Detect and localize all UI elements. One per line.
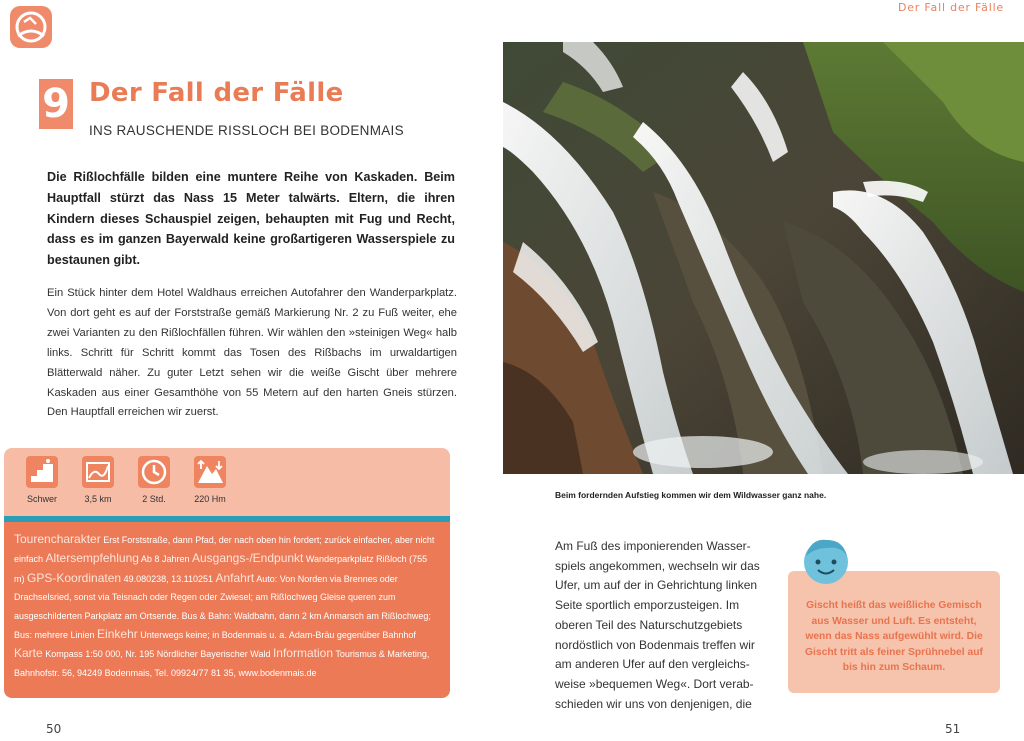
- info-key-altersempfehlung: Altersempfehlung: [45, 551, 139, 566]
- stat-difficulty: [14, 456, 70, 504]
- info-value-karte: Kompass 1:50 000, Nr. 195 Nördlicher Bayerischer Wald: [42, 649, 273, 660]
- photo-caption: Beim fordernden Aufstieg kommen wir dem Wildwasser ganz nahe.: [555, 490, 827, 500]
- tip-text: Gischt heißt das weißliche Gemisch aus Wasser und Luft. Es entsteht, wenn das Nass aufgewühlt wird. Die Gischt tritt als feiner Sprühnebel auf bis hin zum Schaum.: [805, 600, 983, 673]
- running-header: Der Fall der Fälle: [897, 1, 1004, 14]
- info-value-gps: 49.080238, 13.110251: [121, 573, 216, 584]
- stat-duration: [126, 456, 182, 504]
- body-line: Am Fuß des imponierenden Wasser-: [555, 539, 751, 553]
- chapter-title: Der Fall der Fälle: [89, 78, 344, 108]
- info-value-ausgangspunkt: Wanderparkplatz Rißloch (755 m): [14, 554, 428, 584]
- body-line: Seite sportlich emporzusteigen. Im: [555, 598, 740, 613]
- waterfall-photo: [503, 42, 1024, 474]
- clock-icon: [138, 456, 170, 488]
- info-key-gps: GPS-Koordinaten: [27, 570, 122, 585]
- chapter-number: 9: [39, 79, 73, 129]
- body-line: spiels angekommen, wechseln wir das: [555, 558, 760, 573]
- info-key-information: Information: [272, 646, 333, 661]
- elevation-icon: [194, 456, 226, 488]
- body-paragraph: Ein Stück hinter dem Hotel Waldhaus erreichen Autofahrer den Wanderparkplatz. Von dort geht es auf der Forststraße gemäß Markierung Nr. 2 zu Fuß weiter, ehe zwei Varianten zu den Rißlochfällen führen. Wir wählen den »steinigen Weg« halb links. Schritt für Schritt kommt das Tosen des Rißbachs im urwaldartigen Blätterwald näher. Zu guter Letzt sehen wir die weiße Gischt über mehrere Kaskaden aus einer Gesamthöhe von 55 Metern auf den harten Gneis stürzen. Den Hauptfall erreichen wir zuerst.: [47, 287, 457, 419]
- body-line: weise »bequemen Weg«. Dort verab-: [555, 676, 754, 691]
- difficulty-icon: [26, 456, 58, 488]
- info-value-altersempfehlung: Ab 8 Jahren: [138, 554, 192, 565]
- chapter-subtitle: INS RAUSCHENDE RISSLOCH BEI BODENMAIS: [89, 123, 404, 138]
- info-key-karte: Karte: [14, 646, 43, 661]
- body-line: oberen Teil des Naturschutzgebiets: [555, 617, 743, 632]
- info-value-anfahrt: Auto: Von Norden via Brennes oder Drachselsried, sonst via Teisnach oder Regen oder Zwiesel; am Rißlochweg Gleise queren zum ausgeschilderten Parkplatz am Ortsende. Bus & Bahn: Waldbahn, dann 2 km Anmarsch am Rißlochweg; Bus: mehrere Linien: [14, 573, 431, 641]
- right-body-paragraph: [555, 537, 771, 714]
- stat-distance-label: 3,5 km: [84, 494, 112, 504]
- body-line: nordöstlich von Bodenmais treffen wir: [555, 637, 755, 652]
- info-value-einkehr: Unterwegs keine; in Bodenmais u. a. Adam-Bräu gegenüber Bahnhof: [137, 630, 416, 641]
- intro-paragraph: Die Rißlochfälle bilden eine muntere Reihe von Kaskaden. Beim Hauptfall stürzt das Nass 15 Meter talwärts. Eltern, die ihren Kindern dieses Schauspiel zeigen, behaupten mit Fug und Recht, dass es im ganzen Bayerwald keine großartigeren Wasserspiele zu bestaunen gibt.: [47, 170, 455, 268]
- page-number-left: 50: [46, 722, 62, 736]
- tour-info-box: [4, 522, 450, 698]
- stat-distance: [70, 456, 126, 504]
- info-value-information: Tourismus & Marketing, Bahnhofstr. 56, 94249 Bodenmais, Tel. 09924/77 81 35, www.bodenmais.de: [14, 649, 430, 678]
- stat-elevation: [182, 456, 238, 504]
- kid-face-icon: [797, 532, 855, 588]
- stat-difficulty-label: Schwer: [26, 494, 57, 504]
- stat-duration-label: 2 Std.: [142, 494, 166, 504]
- stat-elevation-label: 220 Hm: [194, 494, 226, 504]
- body-line: schieden wir uns von denjenigen, die: [555, 696, 752, 711]
- body-line: am anderen Ufer auf den vergleichs-: [555, 657, 750, 672]
- body-line: Ufer, um auf der in Gehrichtung linken: [555, 578, 758, 593]
- info-key-ausgangspunkt: Ausgangs-/Endpunkt: [191, 551, 304, 566]
- info-key-anfahrt: Anfahrt: [215, 570, 255, 585]
- info-value-tourencharakter: Erst Forststraße, dann Pfad, der nach oben hin fordert; zurück einfacher, aber nicht einfach: [14, 535, 435, 565]
- distance-icon: [82, 456, 114, 488]
- info-key-tourencharakter: Tourencharakter: [14, 532, 101, 546]
- page-number-right: 51: [945, 722, 961, 736]
- tour-stats-box: [4, 448, 450, 518]
- hiking-logo-icon: [10, 6, 52, 48]
- info-key-einkehr: Einkehr: [97, 627, 138, 642]
